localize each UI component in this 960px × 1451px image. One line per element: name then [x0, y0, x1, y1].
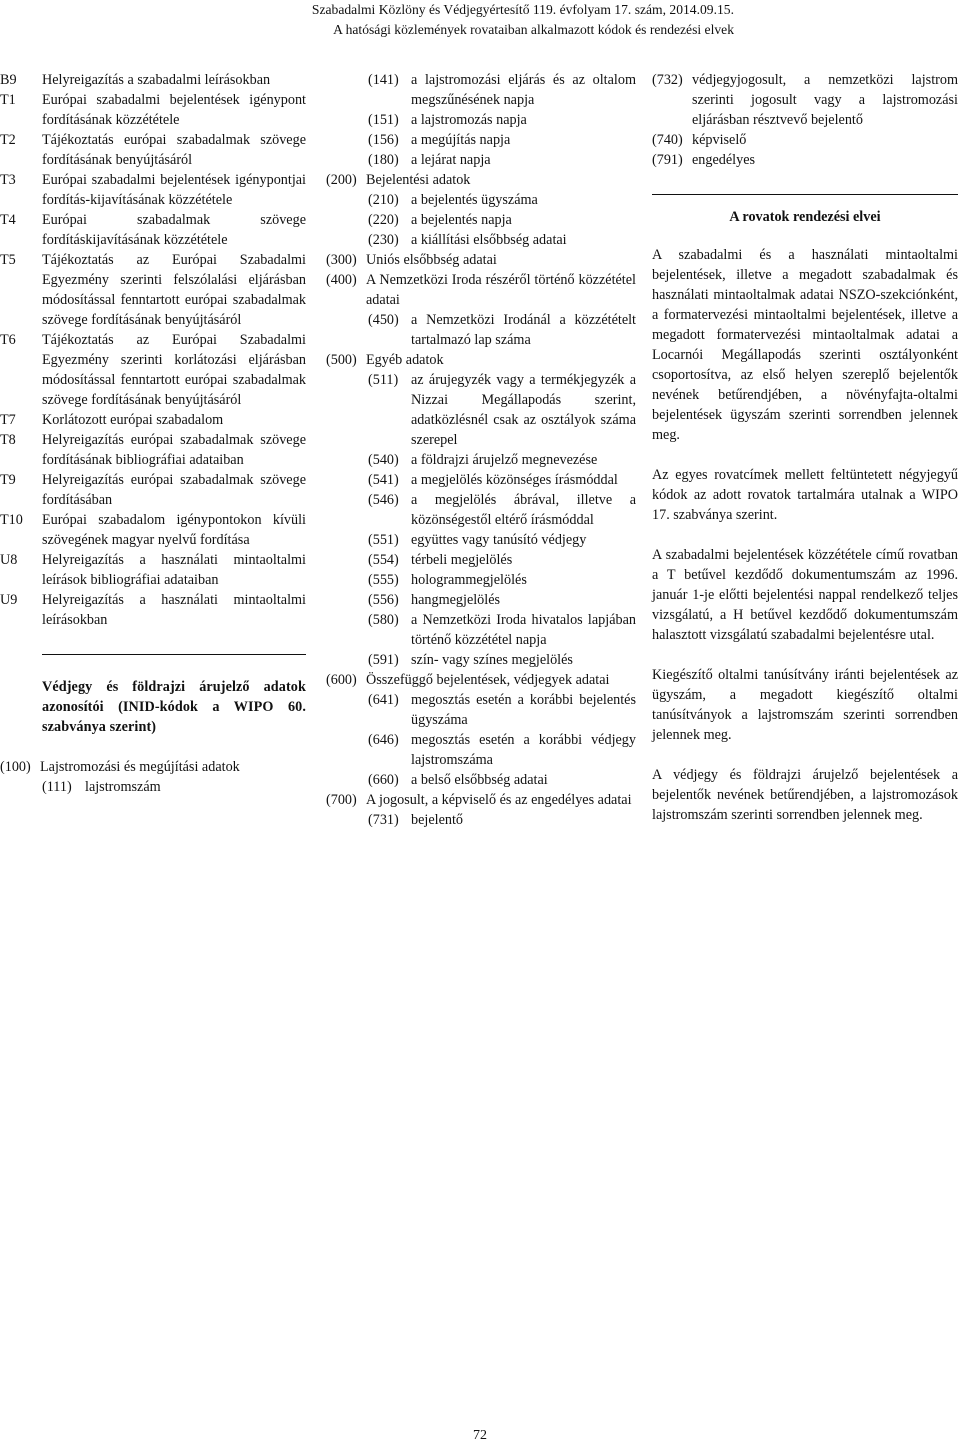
journal-title: Szabadalmi Közlöny és Védjegyértesítő 119. évfolyam 17. szám, 2014.09.15. — [311, 2, 734, 17]
code-entry — [0, 430, 306, 470]
code-description: Helyreigazítás európai szabadalmak szövege fordításában — [42, 472, 306, 508]
inid-description: Lajstromozási és megújítási adatok — [40, 759, 240, 775]
code-label: U8 — [0, 552, 18, 568]
inid-list — [0, 757, 306, 797]
inid-description: a megjelölés közönséges írásmóddal — [411, 472, 618, 488]
inid-description: megosztás esetén a korábbi védjegy lajstromszáma — [411, 732, 636, 768]
inid-item — [326, 170, 636, 190]
inid-code: (641) — [368, 692, 399, 708]
principle-paragraph: A szabadalmi bejelentések közzététele című rovatban a T betűvel kezdődő dokumentumszám az 1996. január 1-je előtti bejelentési nappal rendelkező teljes vizsgálatú, a H betűvel kezdődő dokumentumszám halasztott vizsgálatú szabadalmi bejelentésre utal. — [652, 547, 958, 643]
inid-description: A Nemzetközi Iroda részéről történő közzététel adatai — [366, 272, 636, 308]
principle-paragraph: A szabadalmi és a használati mintaoltalmi bejelentések, illetve a megadott szabadalmak és használati mintaoltalmak adatai NSZO-szekciónként, a formatervezési mintaoltalmi bejelentések, illetve a megadott formatervezési mintaoltalmak adatai a Locarnói Megállapodás szerinti osztályonként csoportosítva, az első helyen szereplő bejelentők nevének betűrendjében, a növényfajta-oltalmi bejelentések ügyszám szerinti sorrendben jelennek meg. — [652, 247, 958, 443]
code-label: T2 — [0, 132, 16, 148]
code-description: Európai szabadalmak szövege fordításkijavításának közzététele — [42, 212, 306, 248]
principle-paragraph: Az egyes rovatcímek mellett feltüntetett négyjegyű kódok az adott rovatok tartalmára utalnak a WIPO 17. szabványa szerint. — [652, 467, 958, 523]
inid-description: a kiállítási elsőbbség adatai — [411, 232, 567, 248]
inid-item — [326, 590, 636, 610]
code-entry — [0, 250, 306, 330]
inid-description: a megújítás napja — [411, 132, 511, 148]
inid-code: (580) — [368, 612, 399, 628]
inid-item — [326, 270, 636, 310]
inid-item — [326, 70, 636, 110]
inid-code: (646) — [368, 732, 399, 748]
code-description: Európai szabadalmi bejelentések igénypontjai fordítás-kijavításának közzététele — [42, 172, 306, 208]
inid-code: (554) — [368, 552, 399, 568]
inid-description: a lejárat napja — [411, 152, 491, 168]
inid-code: (111) — [42, 779, 72, 795]
code-label: T7 — [0, 412, 16, 428]
inid-item — [326, 670, 636, 690]
inid-item — [652, 70, 958, 130]
inid-item — [326, 610, 636, 650]
code-entry — [0, 170, 306, 210]
inid-code: (546) — [368, 492, 399, 508]
inid-code: (600) — [326, 672, 357, 688]
inid-code: (220) — [368, 212, 399, 228]
page-number: 72 — [473, 1428, 487, 1443]
inid-item — [326, 550, 636, 570]
column-left — [0, 70, 306, 797]
inid-description: hangmegjelölés — [411, 592, 501, 608]
inid-description: Bejelentési adatok — [366, 172, 471, 188]
inid-code: (540) — [368, 452, 399, 468]
inid-description: szín- vagy színes megjelölés — [411, 652, 573, 668]
inid-item — [326, 490, 636, 530]
inid-code: (511) — [368, 372, 399, 388]
code-label: T3 — [0, 172, 16, 188]
inid-description: a bejelentés napja — [411, 212, 512, 228]
code-entry — [0, 210, 306, 250]
code-label: T9 — [0, 472, 16, 488]
inid-code: (731) — [368, 812, 399, 828]
inid-code: (551) — [368, 532, 399, 548]
inid-item — [326, 650, 636, 670]
inid-description: Uniós elsőbbség adatai — [366, 252, 497, 268]
inid-description: térbeli megjelölés — [411, 552, 513, 568]
inid-code: (151) — [368, 112, 399, 128]
inid-description: a lajstromozási eljárás és az oltalom megszűnésének napja — [411, 72, 636, 108]
inid-code: (200) — [326, 172, 357, 188]
code-entry — [0, 410, 306, 430]
code-entry — [0, 550, 306, 590]
code-entry — [0, 590, 306, 630]
codes-list — [0, 70, 306, 630]
code-entry — [0, 130, 306, 170]
inid-description: engedélyes — [692, 152, 756, 168]
code-label: U9 — [0, 592, 18, 608]
inid-list — [326, 70, 636, 830]
principles-list — [652, 245, 958, 825]
code-entry — [0, 470, 306, 510]
inid-code: (660) — [368, 772, 399, 788]
code-description: Tájékoztatás az Európai Szabadalmi Egyezmény szerinti korlátozási eljárásban módosítással fenntartott európai szabadalmak szövege fordításának benyújtásáról — [42, 332, 306, 408]
principle-paragraph: A védjegy és földrajzi árujelző bejelentések a bejelentők nevének betűrendjében, a lajstromozások lajstromszám szerinti sorrendben jelennek meg. — [652, 767, 958, 823]
inid-description: a földrajzi árujelző megnevezése — [411, 452, 598, 468]
principle-paragraph: Kiegészítő oltalmi tanúsítvány iránti bejelentések az ügyszám, a megadott kiegészítő oltalmi tanúsítványok a lajstromszám szerinti sorrendben jelennek meg. — [652, 667, 958, 743]
code-description: Helyreigazítás a használati mintaoltalmi leírások bibliográfiai adataiban — [42, 552, 306, 588]
inid-description: a belső elsőbbség adatai — [411, 772, 548, 788]
code-entry — [0, 70, 306, 90]
inid-code: (732) — [652, 72, 683, 88]
inid-code: (156) — [368, 132, 399, 148]
inid-code: (555) — [368, 572, 399, 588]
inid-item — [0, 777, 306, 797]
inid-description: bejelentő — [411, 812, 463, 828]
code-label: B9 — [0, 72, 17, 88]
code-description: Korlátozott európai szabadalom — [42, 412, 224, 428]
inid-description: Egyéb adatok — [366, 352, 444, 368]
column-right — [652, 70, 958, 845]
inid-item — [326, 150, 636, 170]
inid-list — [652, 70, 958, 170]
divider — [42, 654, 306, 655]
inid-item — [326, 570, 636, 590]
inid-code: (700) — [326, 792, 357, 808]
inid-item — [326, 350, 636, 370]
code-description: Európai szabadalmi bejelentések igénypont fordításának közzététele — [42, 92, 306, 128]
code-description: Helyreigazítás a szabadalmi leírásokban — [42, 72, 271, 88]
inid-description: védjegyjogosult, a nemzetközi lajstrom szerinti jogosult vagy a lajstromozási eljárásban résztvevő bejelentő — [692, 72, 958, 128]
inid-item — [326, 370, 636, 450]
inid-code: (591) — [368, 652, 399, 668]
inid-item — [652, 130, 958, 150]
code-label: T10 — [0, 512, 23, 528]
inid-item — [326, 470, 636, 490]
inid-description: a lajstromozás napja — [411, 112, 527, 128]
inid-code: (180) — [368, 152, 399, 168]
inid-item — [326, 690, 636, 730]
inid-code: (210) — [368, 192, 399, 208]
inid-code: (556) — [368, 592, 399, 608]
inid-title: Védjegy és földrajzi árujelző adatok azonosítói (INID-kódok a WIPO 60. szabványa szerint) — [42, 679, 306, 735]
code-description: Tájékoztatás az Európai Szabadalmi Egyezmény szerinti felszólalási eljárásban módosítással fenntartott európai szabadalmak szövege fordításának benyújtásáról — [42, 252, 306, 328]
principles-title: A rovatok rendezési elvei — [729, 209, 881, 225]
inid-code: (740) — [652, 132, 683, 148]
inid-description: A jogosult, a képviselő és az engedélyes adatai — [366, 792, 632, 808]
page-header — [0, 0, 960, 44]
inid-item — [326, 130, 636, 150]
inid-item — [326, 190, 636, 210]
inid-item — [326, 310, 636, 350]
code-description: Tájékoztatás európai szabadalmak szövege fordításának benyújtásáról — [42, 132, 306, 168]
inid-item — [0, 757, 306, 777]
inid-item — [326, 790, 636, 810]
inid-description: a Nemzetközi Iroda hivatalos lapjában történő közzététel napja — [411, 612, 636, 648]
inid-item — [326, 530, 636, 550]
inid-description: megosztás esetén a korábbi bejelentés ügyszáma — [411, 692, 636, 728]
inid-item — [652, 150, 958, 170]
inid-code: (791) — [652, 152, 683, 168]
section-title: A hatósági közlemények rovataiban alkalmazott kódok és rendezési elvek — [333, 22, 734, 37]
code-label: T5 — [0, 252, 16, 268]
inid-code: (141) — [368, 72, 399, 88]
inid-item — [326, 810, 636, 830]
code-label: T4 — [0, 212, 16, 228]
divider — [652, 194, 958, 195]
inid-item — [326, 250, 636, 270]
code-description: Helyreigazítás európai szabadalmak szövege fordításának bibliográfiai adataiban — [42, 432, 306, 468]
inid-description: a megjelölés ábrával, illetve a közönségestől eltérő írásmóddal — [411, 492, 636, 528]
inid-description: képviselő — [692, 132, 747, 148]
inid-item — [326, 230, 636, 250]
code-label: T1 — [0, 92, 16, 108]
inid-item — [326, 770, 636, 790]
inid-item — [326, 110, 636, 130]
inid-description: Összefüggő bejelentések, védjegyek adatai — [366, 672, 610, 688]
code-entry — [0, 90, 306, 130]
inid-code: (100) — [0, 759, 31, 775]
inid-code: (541) — [368, 472, 399, 488]
inid-item — [326, 730, 636, 770]
inid-description: a Nemzetközi Irodánál a közzétételt tartalmazó lap száma — [411, 312, 636, 348]
inid-description: az árujegyzék vagy a termékjegyzék a Nizzai Megállapodás szerint, adatközlésnél csak az osztályok száma szerepel — [411, 372, 636, 448]
inid-code: (230) — [368, 232, 399, 248]
code-description: Helyreigazítás a használati mintaoltalmi leírásokban — [42, 592, 306, 628]
inid-code: (450) — [368, 312, 399, 328]
inid-item — [326, 210, 636, 230]
code-label: T8 — [0, 432, 16, 448]
inid-description: a bejelentés ügyszáma — [411, 192, 538, 208]
inid-code: (400) — [326, 272, 357, 288]
code-description: Európai szabadalom igénypontokon kívüli szövegének magyar nyelvű fordítása — [42, 512, 306, 548]
inid-description: együttes vagy tanúsító védjegy — [411, 532, 587, 548]
code-entry — [0, 330, 306, 410]
inid-code: (500) — [326, 352, 357, 368]
column-middle — [326, 70, 636, 830]
inid-code: (300) — [326, 252, 357, 268]
inid-item — [326, 450, 636, 470]
code-label: T6 — [0, 332, 16, 348]
code-entry — [0, 510, 306, 550]
inid-description: lajstromszám — [85, 779, 161, 795]
inid-description: hologrammegjelölés — [411, 572, 527, 588]
